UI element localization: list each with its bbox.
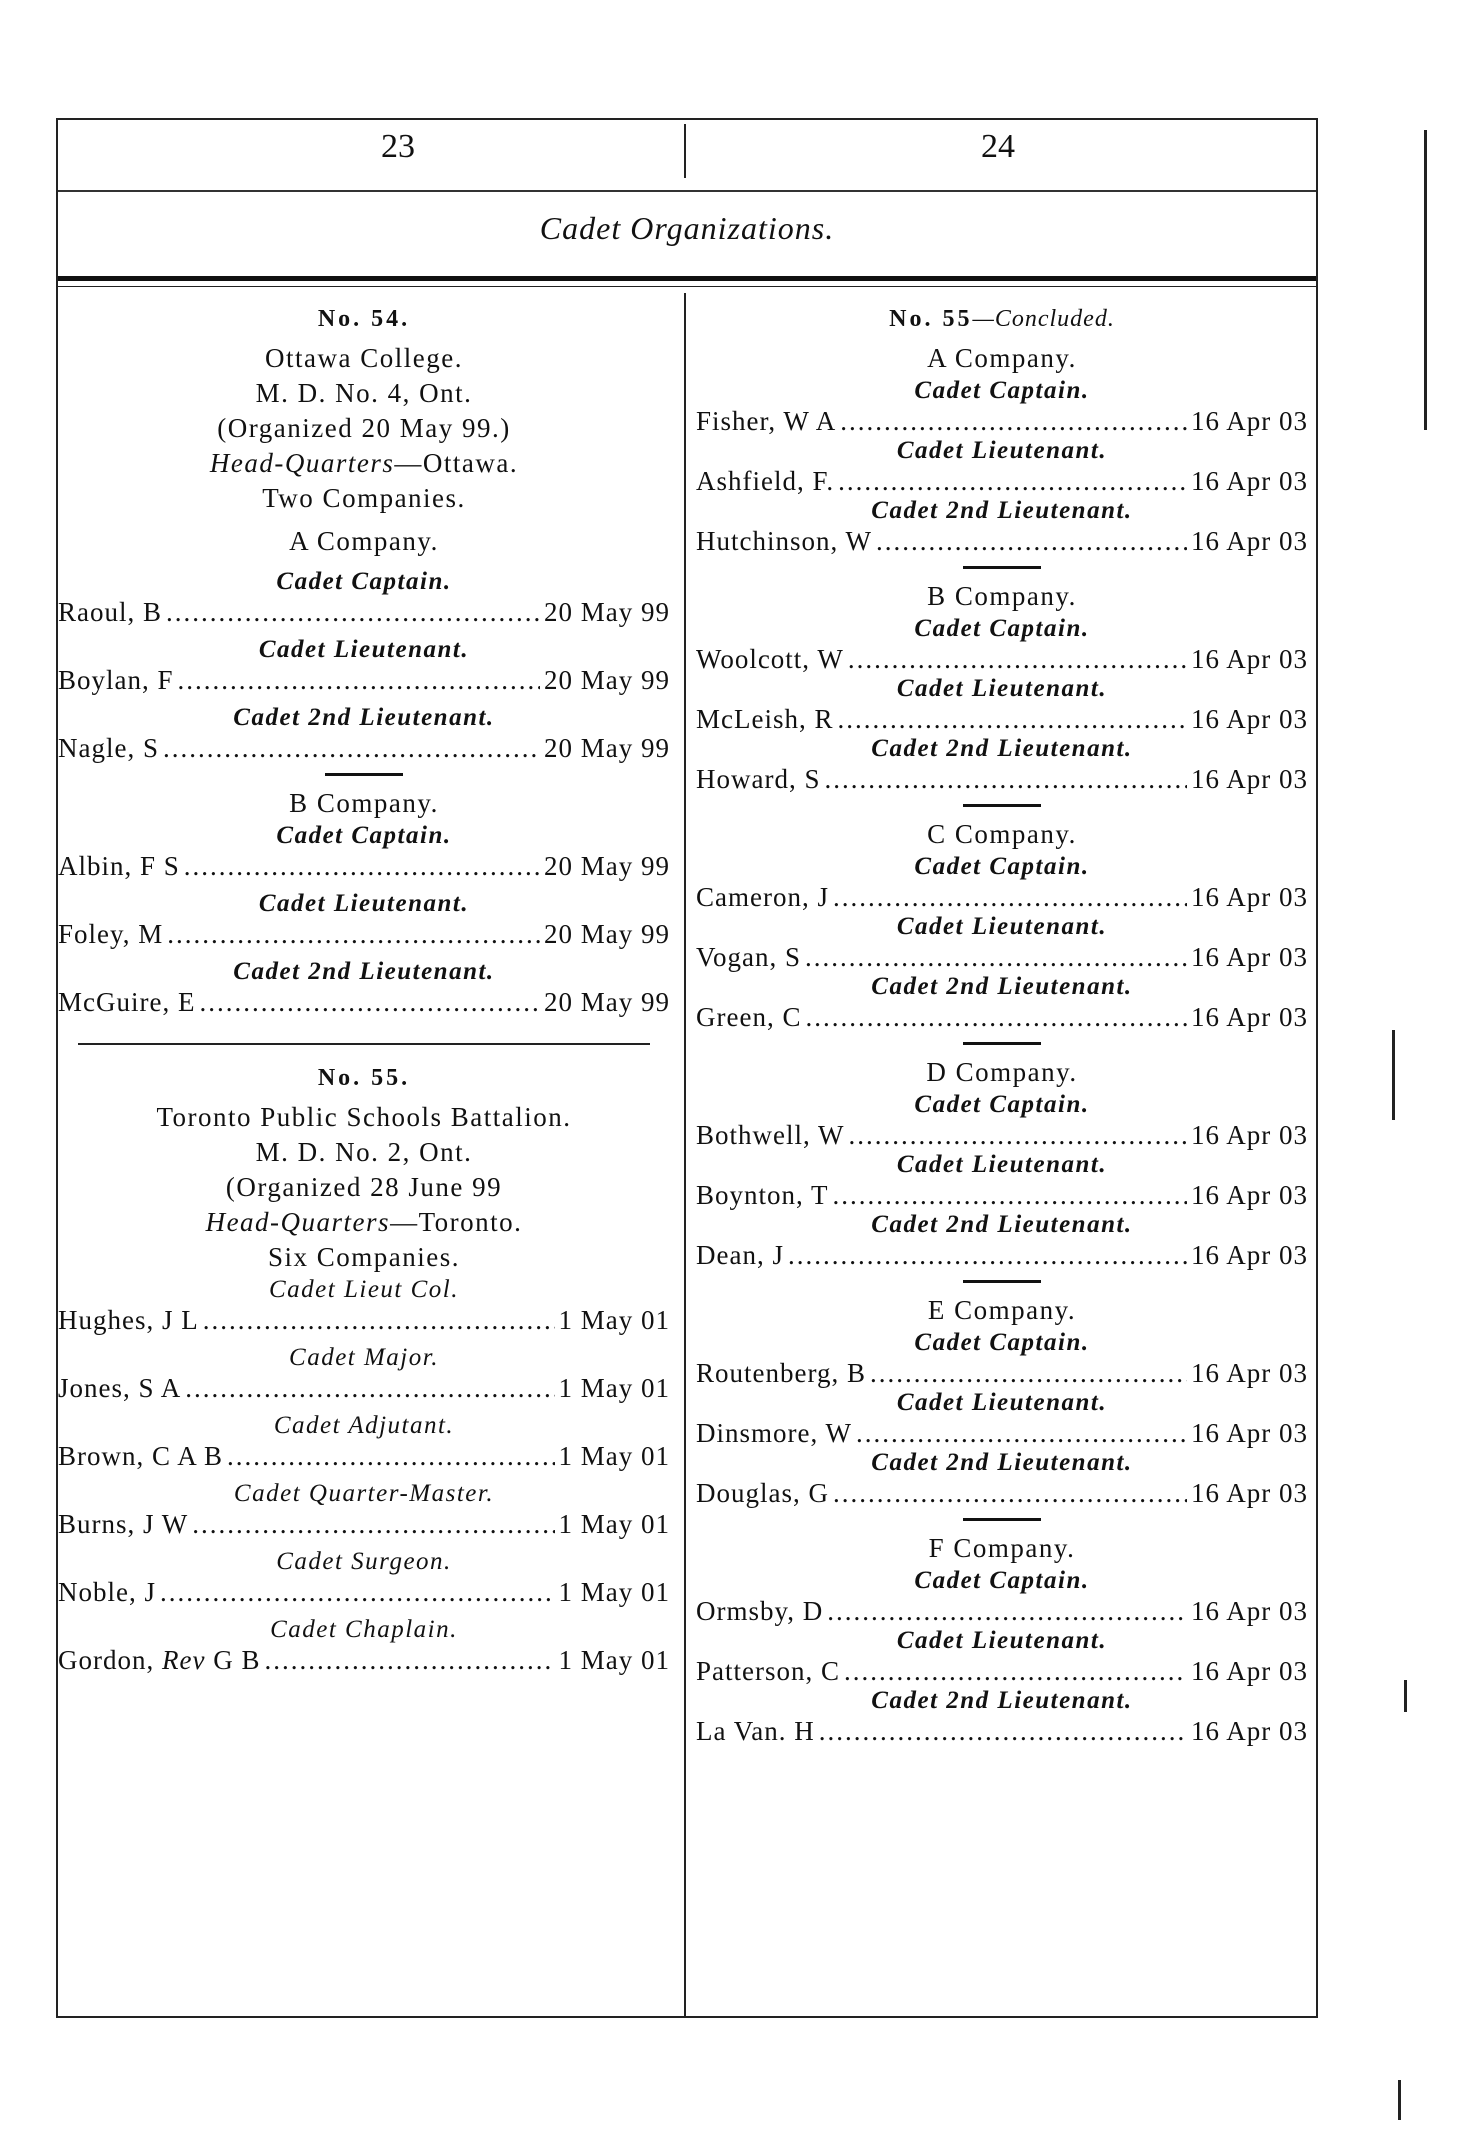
officer-entry <box>696 1478 1308 1508</box>
company-name: B Company. <box>289 788 439 818</box>
rank-label: Cadet Quarter-Master. <box>233 1480 495 1507</box>
rank-label: Cadet 2nd Lieutenant. <box>871 735 1133 762</box>
officer-entry <box>696 882 1308 912</box>
military-district: M. D. No. 2, Ont. <box>255 1137 473 1167</box>
companies-count: Two Companies. <box>262 483 466 513</box>
hq-value: —Toronto. <box>390 1207 523 1237</box>
officer-entry <box>58 987 670 1017</box>
organized-date: (Organized 28 June 99 <box>225 1172 503 1202</box>
officer-name: Burns, J W <box>58 1509 189 1539</box>
officer-entry <box>696 1418 1308 1448</box>
officer-date: 16 Apr 03 <box>1191 1596 1308 1626</box>
org-heading-55-concluded <box>696 306 1308 333</box>
officer-date: 1 May 01 <box>558 1509 670 1539</box>
officer-name: Foley, M <box>58 919 164 949</box>
officer-date: 16 Apr 03 <box>1191 882 1308 912</box>
officer-name: Routenberg, B <box>696 1358 866 1388</box>
company-name: E Company. <box>927 1295 1077 1325</box>
scan-edge-mark <box>1398 2080 1401 2120</box>
officer-entry <box>58 597 670 627</box>
officer-entry <box>696 1180 1308 1210</box>
officer-date: 16 Apr 03 <box>1191 526 1308 556</box>
officer-date: 16 Apr 03 <box>1191 1656 1308 1686</box>
officer-name: Howard, S <box>696 764 821 794</box>
officer-entry <box>696 764 1308 794</box>
officer-date: 20 May 99 <box>544 851 670 881</box>
heading-number: No. 55 <box>889 306 973 332</box>
officer-date: 20 May 99 <box>544 987 670 1017</box>
officer-entry <box>696 406 1308 436</box>
officer-name: Hughes, J L <box>58 1305 199 1335</box>
rank-label: Cadet Captain. <box>914 1329 1090 1356</box>
officer-date: 16 Apr 03 <box>1191 644 1308 674</box>
officer-name: McLeish, R <box>696 704 834 734</box>
scan-edge-mark <box>1404 1680 1407 1712</box>
rank-label: Cadet 2nd Lieutenant. <box>871 1687 1133 1714</box>
top-rule <box>58 118 1316 120</box>
officer-name: Jones, S A <box>58 1373 182 1403</box>
officer-date: 1 May 01 <box>558 1441 670 1471</box>
rank-label: Cadet Lieutenant. <box>258 636 470 663</box>
thin-rule <box>58 286 1316 287</box>
name-title: Rev <box>162 1645 206 1675</box>
company-name: C Company. <box>927 819 1077 849</box>
rank-label: Cadet Lieutenant. <box>896 1151 1108 1178</box>
officer-entry <box>696 526 1308 556</box>
rank-label: Cadet Captain. <box>914 1567 1090 1594</box>
rank-label: Cadet 2nd Lieutenant. <box>871 497 1133 524</box>
section-separator <box>78 1043 650 1045</box>
officer-name: Woolcott, W <box>696 644 844 674</box>
scan-edge-mark <box>1424 130 1427 430</box>
company-separator <box>963 1042 1041 1045</box>
officer-date: 16 Apr 03 <box>1191 942 1308 972</box>
officer-date: 1 May 01 <box>558 1305 670 1335</box>
officer-entry <box>696 1358 1308 1388</box>
officer-date: 16 Apr 03 <box>1191 1358 1308 1388</box>
officer-date: 16 Apr 03 <box>1191 1180 1308 1210</box>
officer-date: 16 Apr 03 <box>1191 1240 1308 1270</box>
officer-name: McGuire, E <box>58 987 196 1017</box>
column-divider <box>684 293 686 2018</box>
officer-name: Dinsmore, W <box>696 1418 852 1448</box>
company-name: A Company. <box>927 343 1077 373</box>
company-separator <box>963 1518 1041 1521</box>
companies-count: Six Companies. <box>267 1242 460 1272</box>
hq-label: Head-Quarters <box>209 448 395 478</box>
officer-entry <box>58 1305 670 1335</box>
organized-date: (Organized 20 May 99.) <box>217 413 511 443</box>
officer-date: 16 Apr 03 <box>1191 764 1308 794</box>
officer-date: 1 May 01 <box>558 1577 670 1607</box>
officer-name: Dean, J <box>696 1240 784 1270</box>
rank-label: Cadet 2nd Lieutenant. <box>871 973 1133 1000</box>
officer-name: Green, C <box>696 1002 802 1032</box>
name-part: Gordon, <box>58 1645 162 1675</box>
rank-label: Cadet Chaplain. <box>270 1616 458 1643</box>
bottom-rule <box>58 2016 1316 2018</box>
company-separator <box>325 773 403 776</box>
officer-entry <box>696 704 1308 734</box>
officer-date: 20 May 99 <box>544 919 670 949</box>
rank-label: Cadet Lieutenant. <box>258 890 470 917</box>
officer-date: 16 Apr 03 <box>1191 466 1308 496</box>
rank-label: Cadet 2nd Lieutenant. <box>871 1211 1133 1238</box>
officer-entry <box>58 1577 670 1607</box>
officer-name: Boynton, T <box>696 1180 829 1210</box>
officer-entry <box>696 644 1308 674</box>
officer-name: Ashfield, F. <box>696 466 835 496</box>
section-title: Cadet Organizations. <box>539 210 835 246</box>
officer-name: La Van. H <box>696 1716 815 1746</box>
rank-label: Cadet 2nd Lieutenant. <box>233 958 495 985</box>
officer-entry <box>696 1120 1308 1150</box>
rank-label: Cadet Captain. <box>914 377 1090 404</box>
officer-date: 1 May 01 <box>558 1373 670 1403</box>
company-name: A Company. <box>289 526 439 556</box>
headquarters <box>58 1205 670 1240</box>
officer-name: Noble, J <box>58 1577 156 1607</box>
officer-name: Hutchinson, W <box>696 526 872 556</box>
officer-entry <box>58 1645 670 1675</box>
rank-label: Cadet Captain. <box>914 615 1090 642</box>
scan-edge-mark <box>1392 1030 1395 1120</box>
org-name: Ottawa College. <box>265 343 463 373</box>
rank-label: Cadet Captain. <box>276 568 452 595</box>
officer-name: Brown, C A B <box>58 1441 224 1471</box>
hq-label: Head-Quarters <box>205 1207 391 1237</box>
rank-label: Cadet Captain. <box>914 853 1090 880</box>
rank-label: Cadet 2nd Lieutenant. <box>871 1449 1133 1476</box>
officer-entry <box>696 1002 1308 1032</box>
org-heading-54: No. 54. <box>317 306 411 332</box>
rank-label: Cadet 2nd Lieutenant. <box>233 704 495 731</box>
officer-entry <box>696 466 1308 496</box>
officer-name: Fisher, W A <box>696 406 837 436</box>
officer-name: Douglas, G <box>696 1478 829 1508</box>
officer-date: 20 May 99 <box>544 733 670 763</box>
officer-entry <box>696 1596 1308 1626</box>
officer-entry <box>58 1373 670 1403</box>
rank-label: Cadet Lieutenant. <box>896 1627 1108 1654</box>
thick-rule <box>58 276 1316 281</box>
rank-label: Cadet Lieutenant. <box>896 437 1108 464</box>
officer-name: Boylan, F <box>58 665 174 695</box>
officer-date: 1 May 01 <box>558 1645 670 1675</box>
officer-date: 16 Apr 03 <box>1191 704 1308 734</box>
officer-entry <box>696 1716 1308 1746</box>
header-rule <box>58 190 1316 192</box>
company-separator <box>963 566 1041 569</box>
company-separator <box>963 1280 1041 1283</box>
officer-date: 16 Apr 03 <box>1191 1418 1308 1448</box>
left-column <box>58 296 670 1675</box>
rank-label: Cadet Captain. <box>276 822 452 849</box>
officer-date: 16 Apr 03 <box>1191 1002 1308 1032</box>
officer-entry <box>696 942 1308 972</box>
rank-label: Cadet Captain. <box>914 1091 1090 1118</box>
page-number-divider <box>684 124 686 178</box>
officer-date: 20 May 99 <box>544 665 670 695</box>
name-part: G B <box>205 1645 261 1675</box>
rank-label: Cadet Lieutenant. <box>896 675 1108 702</box>
company-separator <box>963 804 1041 807</box>
left-page-number: 23 <box>381 128 415 165</box>
rank-label: Cadet Lieutenant. <box>896 913 1108 940</box>
org-heading-55: No. 55. <box>317 1065 411 1091</box>
officer-date: 16 Apr 03 <box>1191 1478 1308 1508</box>
officer-entry <box>58 919 670 949</box>
officer-name: Cameron, J <box>696 882 829 912</box>
officer-entry <box>58 851 670 881</box>
officer-name: Patterson, C <box>696 1656 840 1686</box>
right-page-number: 24 <box>981 128 1015 165</box>
company-name: D Company. <box>926 1057 1078 1087</box>
headquarters <box>58 446 670 481</box>
officer-name: Albin, F S <box>58 851 180 881</box>
rank-label: Cadet Lieut Col. <box>269 1276 459 1303</box>
company-name: F Company. <box>928 1533 1076 1563</box>
rank-label: Cadet Surgeon. <box>276 1548 452 1575</box>
officer-entry <box>696 1656 1308 1686</box>
heading-suffix: —Concluded. <box>972 306 1115 332</box>
officer-entry <box>58 1441 670 1471</box>
rank-label: Cadet Major. <box>289 1344 439 1371</box>
officer-date: 16 Apr 03 <box>1191 406 1308 436</box>
officer-entry <box>58 733 670 763</box>
page-spread <box>56 118 1318 2018</box>
hq-value: —Ottawa. <box>394 448 519 478</box>
officer-entry <box>58 665 670 695</box>
org-name: Toronto Public Schools Battalion. <box>156 1102 572 1132</box>
officer-name <box>58 1645 260 1675</box>
officer-entry <box>58 1509 670 1539</box>
officer-name: Bothwell, W <box>696 1120 845 1150</box>
officer-name: Ormsby, D <box>696 1596 824 1626</box>
officer-date: 20 May 99 <box>544 597 670 627</box>
officer-date: 16 Apr 03 <box>1191 1120 1308 1150</box>
officer-name: Raoul, B <box>58 597 163 627</box>
officer-name: Vogan, S <box>696 942 802 972</box>
military-district: M. D. No. 4, Ont. <box>255 378 473 408</box>
officer-name: Nagle, S <box>58 733 159 763</box>
right-column <box>696 296 1308 1746</box>
company-name: B Company. <box>927 581 1077 611</box>
officer-entry <box>696 1240 1308 1270</box>
rank-label: Cadet Lieutenant. <box>896 1389 1108 1416</box>
officer-date: 16 Apr 03 <box>1191 1716 1308 1746</box>
rank-label: Cadet Adjutant. <box>273 1412 455 1439</box>
